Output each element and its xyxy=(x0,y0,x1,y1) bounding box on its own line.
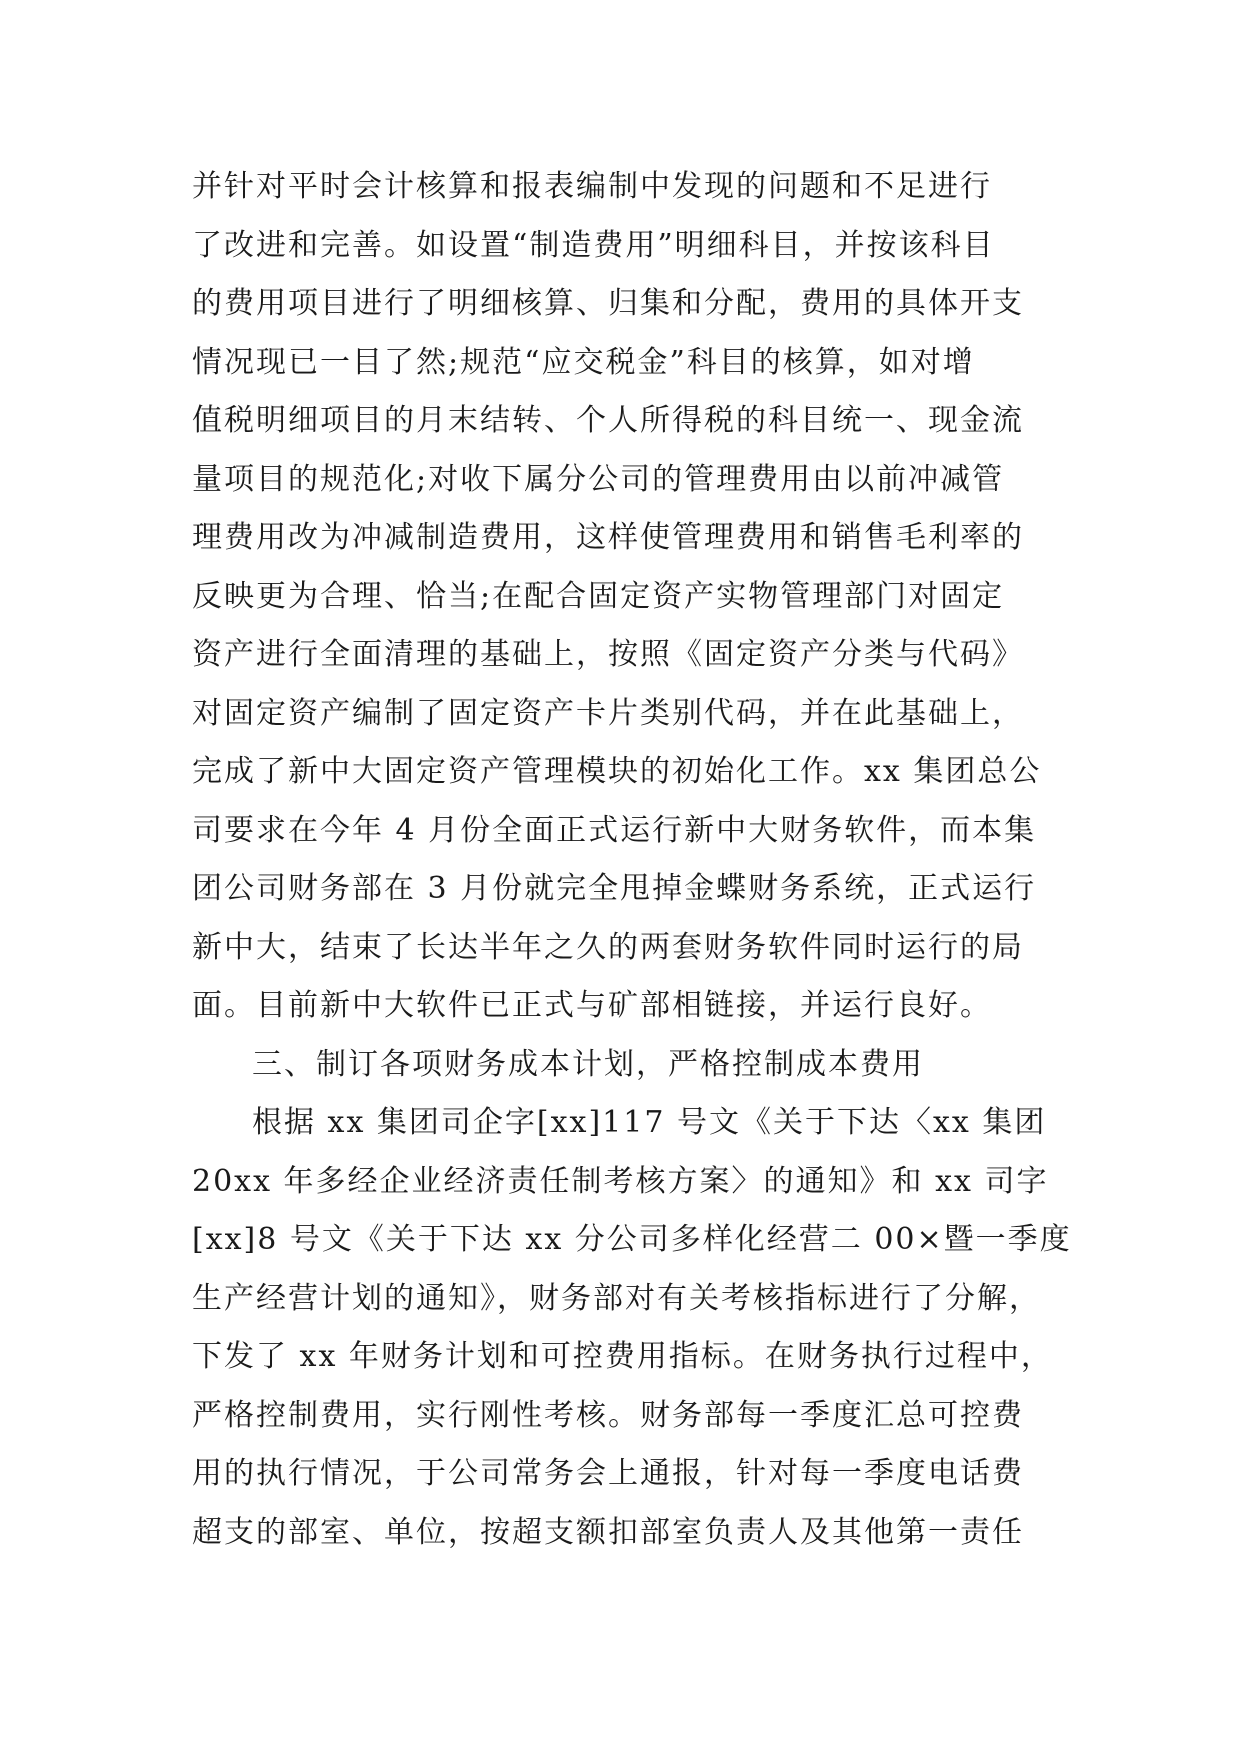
text-line: 20xx 年多经企业经济责任制考核方案〉的通知》和 xx 司字 xyxy=(192,1163,1049,1199)
text-line: 根据 xx 集团司企字[xx]117 号文《关于下达〈xx 集团 xyxy=(252,1105,1047,1140)
body-text xyxy=(192,158,1072,1562)
text-line: 面。目前新中大软件已正式与矿部相链接，并运行良好。 xyxy=(192,988,992,1023)
text-line: 司要求在今年 4 月份全面正式运行新中大财务软件，而本集 xyxy=(192,812,1037,848)
section-heading: 三、制订各项财务成本计划，严格控制成本费用 xyxy=(252,1046,924,1082)
text-line: 量项目的规范化;对收下属分公司的管理费用由以前冲减管 xyxy=(192,461,1005,497)
text-line: 严格控制费用，实行刚性考核。财务部每一季度汇总可控费 xyxy=(192,1397,1024,1433)
text-line: 下发了 xx 年财务计划和可控费用指标。在财务执行过程中， xyxy=(192,1339,1053,1374)
text-line: 情况现已一目了然;规范“应交税金”科目的核算，如对增 xyxy=(192,344,975,380)
text-line: 生产经营计划的通知》，财务部对有关考核指标进行了分解， xyxy=(192,1280,1041,1316)
text-line: 理费用改为冲减制造费用，这样使管理费用和销售毛利率的 xyxy=(192,520,1024,555)
text-line: 团公司财务部在 3 月份就完全甩掉金蝶财务系统，正式运行 xyxy=(192,871,1037,906)
text-line: 用的执行情况，于公司常务会上通报，针对每一季度电话费 xyxy=(192,1456,1024,1491)
text-line: 完成了新中大固定资产管理模块的初始化工作。xx 集团总公 xyxy=(192,754,1042,789)
text-line: 了改进和完善。如设置“制造费用”明细科目，并按该科目 xyxy=(192,227,995,263)
text-line: [xx]8 号文《关于下达 xx 分公司多样化经营二 00×暨一季度 xyxy=(192,1222,1072,1257)
text-line: 并针对平时会计核算和报表编制中发现的问题和不足进行 xyxy=(192,169,992,204)
text-line: 资产进行全面清理的基础上，按照《固定资产分类与代码》 xyxy=(192,637,1024,672)
text-line: 的费用项目进行了明细核算、归集和分配，费用的具体开支 xyxy=(192,286,1024,321)
text-line: 新中大，结束了长达半年之久的两套财务软件同时运行的局 xyxy=(192,929,1024,965)
text-line: 反映更为合理、恰当;在配合固定资产实物管理部门对固定 xyxy=(192,578,1005,614)
text-line: 值税明细项目的月末结转、个人所得税的科目统一、现金流 xyxy=(192,403,1024,438)
text-line: 对固定资产编制了固定资产卡片类别代码，并在此基础上， xyxy=(192,695,1024,731)
text-line: 超支的部室、单位，按超支额扣部室负责人及其他第一责任 xyxy=(192,1514,1024,1550)
